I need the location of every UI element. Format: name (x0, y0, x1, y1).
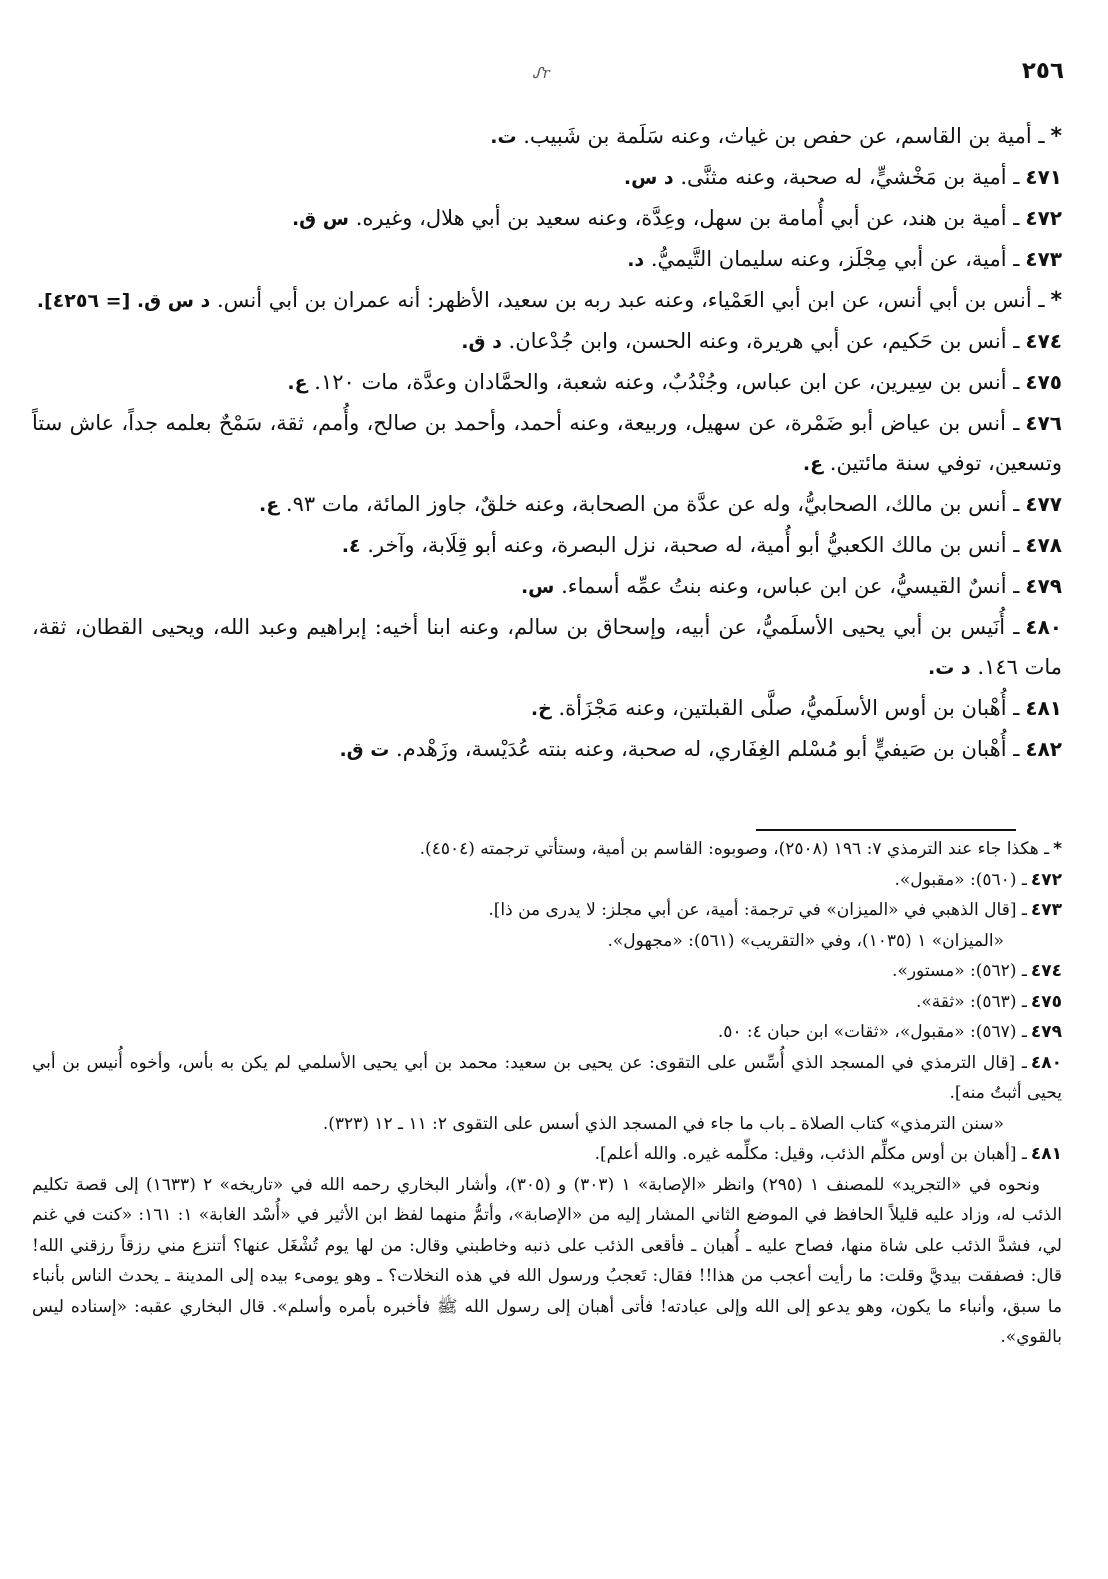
footnote (32, 1139, 1062, 1170)
footnote-number: ٤٧٣ (1030, 900, 1062, 920)
footnote-text: ـ [قال الذهبي في «الميزان» في ترجمة: أمية، عن أبي مجلز: لا يدرى من ذا]. (488, 900, 1027, 920)
entry-symbols: د س ق. [= ٤٢٥٦]. (36, 290, 211, 312)
entry-text: ـ أنس بن مالك، الصحابيُّ، وله عن عدَّة من الصحابة، وعنه خلقٌ، جاوز المائة، مات ٩٣. (285, 492, 1020, 516)
entry (32, 280, 1062, 321)
footnote (32, 1048, 1062, 1109)
entry (32, 198, 1062, 239)
entry (32, 729, 1062, 770)
entry-symbols: د س. (623, 167, 674, 189)
entry (32, 157, 1062, 198)
entry-number: ٤٧٦ (1025, 411, 1062, 435)
entry-number: ٤٧٢ (1025, 206, 1062, 230)
entry-number: ٤٨٢ (1025, 737, 1062, 761)
footnote-number: ٤٧٤ (1030, 961, 1062, 981)
entry (32, 607, 1062, 688)
footnote (32, 865, 1062, 896)
entry-number: * (1050, 288, 1062, 313)
entry-number: ٤٨١ (1025, 696, 1062, 720)
footnote-text: ونحوه في «التجريد» للمصنف ١ (٢٩٥) وانظر «الإصابة» ١ (٣٠٣) و (٣٠٥)، وأشار البخاري رحمه الله في «تاريخه» ٢ (١٦٣٣) إلى قصة تكليم الذئب له، وزاد عليه قليلاً الحافظ في الموضع الثاني المشار إليه من «الإصابة»، وأتمُّ منهما لفظ ابن الأثير في «أُسْد الغابة» ١: ١٦١: «كنت في غنم لي، فشدَّ الذئب على شاة منها، فصاح عليه ـ أُهبان ـ فأقعى الذئب على ذنبه وخاطبني وقال: من لها يوم تُشْغَل عنها؟ أتنزع مني رزقاً رزقني الله! قال: فصفقت بيديَّ وقلت: ما رأيت أعجب من هذا!! فقال: تَعجبُ ورسول الله في هذه النخلات؟ ـ وهو يومىء بيده إلى المدينة ـ يحدث الناس بأنباء ما سبق، وأنباء ما يكون، وهو يدعو إلى الله وإلى عبادته! فأتى أهبان إلى رسول الله ﷺ فأخبره بأمره وأسلم». قال البخاري عقبه: «إسناده ليس بالقوي». (32, 1174, 1062, 1347)
entry-text: ـ أنسٌ القيسيُّ، عن ابن عباس، وعنه بنتُ عمِّه أسماء. (561, 574, 1020, 598)
footnote-number: * (1053, 839, 1062, 859)
margin-handwritten-mark: ᔑr (532, 64, 550, 82)
footnote-divider (756, 829, 1016, 831)
entry-number: ٤٧٧ (1025, 492, 1062, 516)
entry-number: * (1050, 124, 1062, 149)
footnote-number: ٤٧٩ (1030, 1022, 1062, 1042)
footnote (32, 1017, 1062, 1048)
footnote-source (32, 926, 1062, 957)
entry-number: ٤٧٨ (1025, 533, 1062, 557)
entry-number: ٤٧٥ (1025, 370, 1062, 394)
entry (32, 566, 1062, 607)
entry (32, 362, 1062, 403)
entry-symbols: ع. (259, 494, 280, 516)
entry-text: ـ أمية بن هند، عن أبي أُمامة بن سهل، وعِدَّة، وعنه سعيد بن أبي هلال، وغيره. (355, 206, 1020, 230)
entry-text: ـ أمية بن مَخْشيٍّ، له صحبة، وعنه مثنَّى. (680, 165, 1020, 189)
footnote-text: ـ (٥٦٣): «ثقة». (916, 991, 1027, 1012)
entry-text: ـ أُهْبان بن صَيفيٍّ أبو مُسْلم الغِفَاري، له صحبة، وعنه بنته عُدَيْسة، وزَهْدم. (396, 737, 1020, 761)
footnote-number: ٤٨١ (1030, 1144, 1062, 1164)
entry-symbols: س ق. (291, 208, 349, 230)
footnote (32, 834, 1062, 865)
entry (32, 321, 1062, 362)
footnote-number: ٤٨٠ (1030, 1052, 1062, 1073)
entry-text: ـ أنس بن عياض أبو ضَمْرة، عن سهيل، وربيعة، وعنه أحمد، وأحمد بن صالح، وأُمم، ثقة، سَمْحٌ بعلمه جداً، عاش ستاً وتسعين، توفي سنة مائتين. (32, 411, 1062, 475)
footnote-text: «الميزان» ١ (١٠٣٥)، وفي «التقريب» (٥٦١): «مجهول». (607, 930, 1004, 951)
entry-text: ـ أُهْبان بن أوس الأسلَميُّ، صلَّى القبلتين، وعنه مَجْزَأة. (558, 696, 1020, 720)
footnote-text: ـ (٥٦٢): «مستور». (892, 961, 1027, 981)
footnote-text: ـ [قال الترمذي في المسجد الذي أُسِّس على التقوى: عن يحيى بن سعيد: محمد بن أبي يحيى الأسلمي لم يكن به بأس، وأخوه أُنيس بن أبي يحيى أثبتُ منه]. (32, 1052, 1062, 1103)
entry-text: ـ أمية، عن أبي مِجْلَز، وعنه سليمان التَّيميُّ. (650, 247, 1020, 271)
entry (32, 239, 1062, 280)
entry-number: ٤٨٠ (1025, 615, 1062, 639)
entry-symbols: د ت. (928, 657, 971, 679)
entry-symbols: ٤. (341, 535, 361, 557)
entry (32, 403, 1062, 484)
entry-number: ٤٧٤ (1025, 329, 1062, 353)
entry-symbols: د. (627, 249, 645, 271)
entry-number: ٤٧١ (1025, 165, 1062, 189)
page-number: ٢٥٦ (1021, 58, 1064, 84)
footnote (32, 895, 1062, 926)
entry-symbols: س. (520, 576, 555, 598)
entry-text: ـ أنس بن أبي أنس، عن ابن أبي العَمْياء، وعنه عبد ربه بن سعيد، الأظهر: أنه عمران بن أبي أنس. (216, 288, 1045, 312)
footnote-source (32, 1109, 1062, 1140)
footnote (32, 987, 1062, 1018)
entry-symbols: ت ق. (339, 739, 390, 761)
footnote-text: ـ [أهبان بن أوس مكلِّم الذئب، وقيل: مكلِّمه غيره. والله أعلم]. (594, 1144, 1027, 1164)
main-entries (32, 116, 1062, 770)
entry-text: ـ أمية بن القاسم، عن حفص بن غياث، وعنه سَلَمة بن شَبيب. (523, 124, 1045, 148)
entry (32, 688, 1062, 729)
entry (32, 116, 1062, 157)
footnote-text: «سنن الترمذي» كتاب الصلاة ـ باب ما جاء في المسجد الذي أسس على التقوى ٢: ١١ ـ ١٢ (٣٢٣). (322, 1113, 1004, 1134)
entry-number: ٤٧٣ (1025, 247, 1062, 271)
entry (32, 525, 1062, 566)
entry-text: ـ أُنَيس بن أبي يحيى الأسلَميُّ، عن أبيه، وإسحاق بن سالم، وعنه ابنا أخيه: إبراهيم وعبد الله، ويحيى القطان، ثقة، مات ١٤٦. (32, 615, 1062, 679)
footnote-text: ـ هكذا جاء عند الترمذي ٧: ١٩٦ (٢٥٠٨)، وصوبوه: القاسم بن أمية، وستأتي ترجمته (٤٥٠٤). (419, 839, 1050, 859)
entry-text: ـ أنس بن مالك الكعبيُّ أبو أُمية، له صحبة، نزل البصرة، وعنه أبو قِلَابة، وآخر. (367, 533, 1020, 557)
entry-text: ـ أنس بن حَكيم، عن أبي هريرة، وعنه الحسن، وابن جُدْعان. (508, 329, 1020, 353)
footnote-text: ـ (٥٦٧): «مقبول»، «ثقات» ابن حبان ٤: ٥٠. (717, 1022, 1027, 1042)
entry-symbols: خ. (530, 698, 552, 720)
entry (32, 484, 1062, 525)
footnote-number: ٤٧٥ (1030, 991, 1062, 1012)
footnotes (32, 834, 1062, 1353)
page-header (40, 58, 1064, 92)
footnote-number: ٤٧٢ (1030, 869, 1062, 890)
footnote-text: ـ (٥٦٠): «مقبول». (894, 869, 1027, 890)
entry-number: ٤٧٩ (1025, 574, 1062, 598)
entry-symbols: ع. (287, 372, 308, 394)
entry-symbols: ع. (802, 453, 824, 475)
entry-symbols: د ق. (461, 331, 502, 353)
entry-symbols: ت. (490, 126, 517, 148)
footnote (32, 956, 1062, 987)
footnote-paragraph (32, 1170, 1062, 1353)
entry-text: ـ أنس بن سِيرين، عن ابن عباس، وجُنْدُبٌ، وعنه شعبة، والحمَّادان وعدَّة، مات ١٢٠. (314, 370, 1020, 394)
